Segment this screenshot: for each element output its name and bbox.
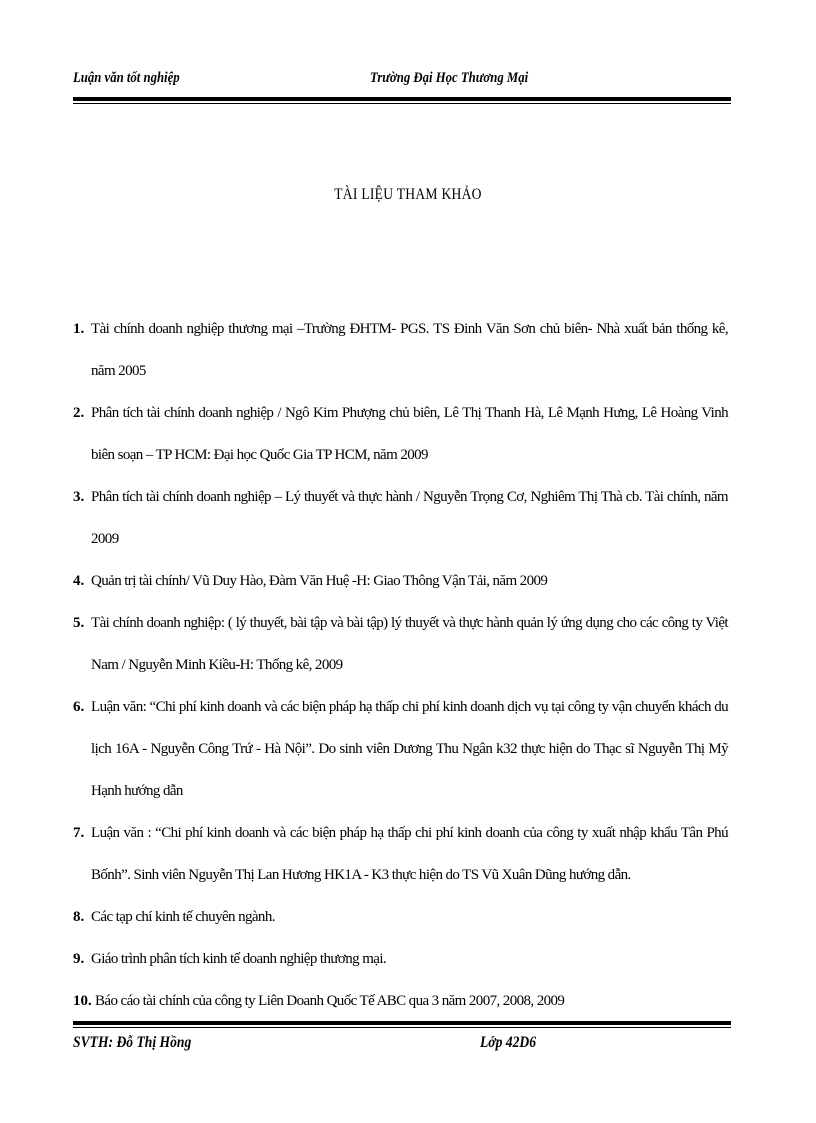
reference-item <box>73 392 728 476</box>
reference-item <box>73 980 728 1022</box>
reference-number: 10. <box>73 993 92 1009</box>
reference-text: Giáo trình phân tích kinh tế doanh nghiệp thương mại. <box>91 951 387 967</box>
reference-item <box>73 812 728 896</box>
reference-item <box>73 560 728 602</box>
footer-rule-thin <box>73 1027 731 1028</box>
header-rule-thick <box>73 97 731 101</box>
reference-item <box>73 602 728 686</box>
reference-item <box>73 896 728 938</box>
reference-number: 4. <box>73 573 85 589</box>
reference-item <box>73 308 728 392</box>
header-rule-thin <box>73 103 731 104</box>
reference-item <box>73 476 728 560</box>
page-footer <box>73 1034 730 1058</box>
reference-number: 9. <box>73 951 85 967</box>
reference-text: Luận văn: “Chi phí kinh doanh và các biện pháp hạ thấp chi phí kinh doanh dịch vụ tại công ty vận chuyển khách du lịch 16A - Nguyễn Công Trứ - Hà Nội”. Do sinh viên Dương Thu Ngân k32 thực hiện do Thạc sĩ Nguyễn Thị Mỹ Hạnh hướng dẫn <box>91 699 728 799</box>
reference-text: Báo cáo tài chính của công ty Liên Doanh Quốc Tế ABC qua 3 năm 2007, 2008, 2009 <box>95 993 565 1009</box>
page-header <box>73 70 730 96</box>
reference-text: Phân tích tài chính doanh nghiệp / Ngô Kim Phượng chủ biên, Lê Thị Thanh Hà, Lê Mạnh Hưng, Lê Hoàng Vinh biên soạn – TP HCM: Đại học Quốc Gia TP HCM, năm 2009 <box>91 405 728 463</box>
reference-text: Luận văn : “Chi phí kinh doanh và các biện pháp hạ thấp chi phí kinh doanh của công ty xuất nhập khẩu Tân Phú Bốnh”. Sinh viên Nguyễn Thị Lan Hương HK1A - K3 thực hiện do TS Vũ Xuân Dũng hướng dẫn. <box>91 825 728 883</box>
reference-text: Các tạp chí kinh tế chuyên ngành. <box>91 909 275 925</box>
header-thesis-label: Luận văn tốt nghiệp <box>73 70 180 86</box>
footer-student-name: SVTH: Đỗ Thị Hồng <box>73 1034 192 1051</box>
reference-number: 7. <box>73 825 85 841</box>
reference-item <box>73 686 728 812</box>
reference-number: 1. <box>73 321 85 337</box>
reference-number: 8. <box>73 909 85 925</box>
reference-number: 6. <box>73 699 85 715</box>
reference-number: 2. <box>73 405 85 421</box>
reference-number: 5. <box>73 615 85 631</box>
reference-text: Tài chính doanh nghiệp: ( lý thuyết, bài tập và bài tập) lý thuyết và thực hành quản lý ứng dụng cho các công ty Việt Nam / Nguyễn Minh Kiều-H: Thống kê, 2009 <box>91 615 728 673</box>
reference-text: Tài chính doanh nghiệp thương mại –Trường ĐHTM- PGS. TS Đinh Văn Sơn chủ biên- Nhà xuất bản thống kê, năm 2005 <box>91 321 728 379</box>
header-university-name: Trường Đại Học Thương Mại <box>370 70 529 86</box>
reference-item <box>73 938 728 980</box>
reference-number: 3. <box>73 489 85 505</box>
reference-text: Quản trị tài chính/ Vũ Duy Hào, Đàm Văn Huệ -H: Giao Thông Vận Tải, năm 2009 <box>91 573 548 589</box>
reference-list <box>73 308 728 1022</box>
footer-class-name: Lớp 42D6 <box>480 1034 537 1051</box>
footer-rule-thick <box>73 1021 731 1025</box>
page-title: TÀI LIỆU THAM KHẢO <box>334 186 482 203</box>
reference-text: Phân tích tài chính doanh nghiệp – Lý thuyết và thực hành / Nguyễn Trọng Cơ, Nghiêm Thị Thà cb. Tài chính, năm 2009 <box>91 489 728 547</box>
